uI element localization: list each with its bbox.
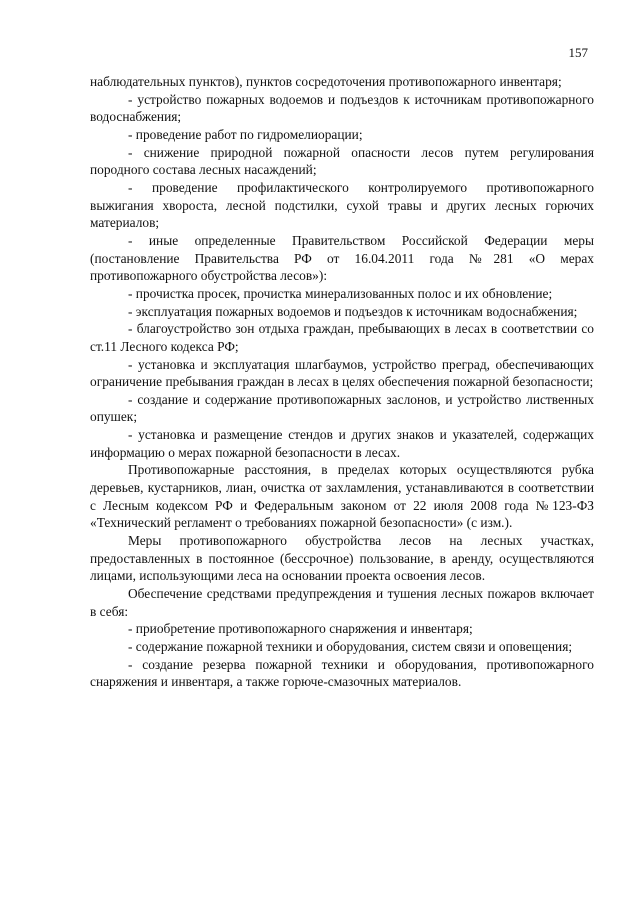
paragraph: - проведение работ по гидромелиорации; xyxy=(128,126,363,142)
paragraph: - проведение профилактического контролируемого противопожарного выжигания хвороста, лесной подстилки, сухой травы и других лесных горючих материалов; xyxy=(90,179,594,231)
paragraph: - создание и содержание противопожарных заслонов, и устройство лиственных опушек; xyxy=(90,391,594,425)
paragraph: - снижение природной пожарной опасности лесов путем регулирования породного состава лесных насаждений; xyxy=(90,144,594,178)
page-number: 157 xyxy=(568,45,588,60)
paragraph: Меры противопожарного обустройства лесов на лесных участках, предоставленных в постоянное (бессрочное) пользование, в аренду, осуществляются лицами, использующими леса на основании проекта освоения лесов. xyxy=(90,533,594,584)
page-body xyxy=(90,73,594,691)
paragraph: Обеспечение средствами предупреждения и тушения лесных пожаров включает в себя: xyxy=(90,586,594,619)
paragraph: - установка и размещение стендов и других знаков и указателей, содержащих информацию о мерах пожарной безопасности в лесах. xyxy=(90,427,594,460)
paragraph: - создание резерва пожарной техники и оборудования, противопожарного снаряжения и инвентаря, а также горюче-смазочных материалов. xyxy=(90,656,594,690)
paragraph: наблюдательных пунктов), пунктов сосредоточения противопожарного инвентаря; xyxy=(90,74,562,89)
paragraph: - содержание пожарной техники и оборудования, систем связи и оповещения; xyxy=(128,639,573,654)
paragraph: - устройство пожарных водоемов и подъездов к источникам противопожарного водоснабжения; xyxy=(90,91,594,125)
paragraph: - прочистка просек, прочистка минерализованных полос и их обновление; xyxy=(128,285,553,301)
paragraph: - установка и эксплуатация шлагбаумов, устройство преград, обеспечивающих ограничение пребывания граждан в лесах в целях обеспечения пожарной безопасности; xyxy=(90,356,594,390)
paragraph: - иные определенные Правительством Российской Федерации меры (постановление Правительства РФ от 16.04.2011 года №281 «О мерах противопожарного обустройства лесов»): xyxy=(90,232,594,284)
paragraph: - благоустройство зон отдыха граждан, пребывающих в лесах в соответствии со ст.11 Лесного кодекса РФ; xyxy=(90,321,594,354)
paragraph: - эксплуатация пожарных водоемов и подъездов к источникам водоснабжения; xyxy=(128,303,578,319)
paragraph: Противопожарные расстояния, в пределах которых осуществляются рубка деревьев, кустарников, лиан, очистка от захламления, устанавливаются в соответствии с Лесным кодексом РФ и Федеральным законом от 22 июля 2008 года №123-ФЗ «Технический регламент о требованиях пожарной безопасности» (с изм.). xyxy=(90,462,594,531)
paragraph: - приобретение противопожарного снаряжения и инвентаря; xyxy=(128,621,473,637)
